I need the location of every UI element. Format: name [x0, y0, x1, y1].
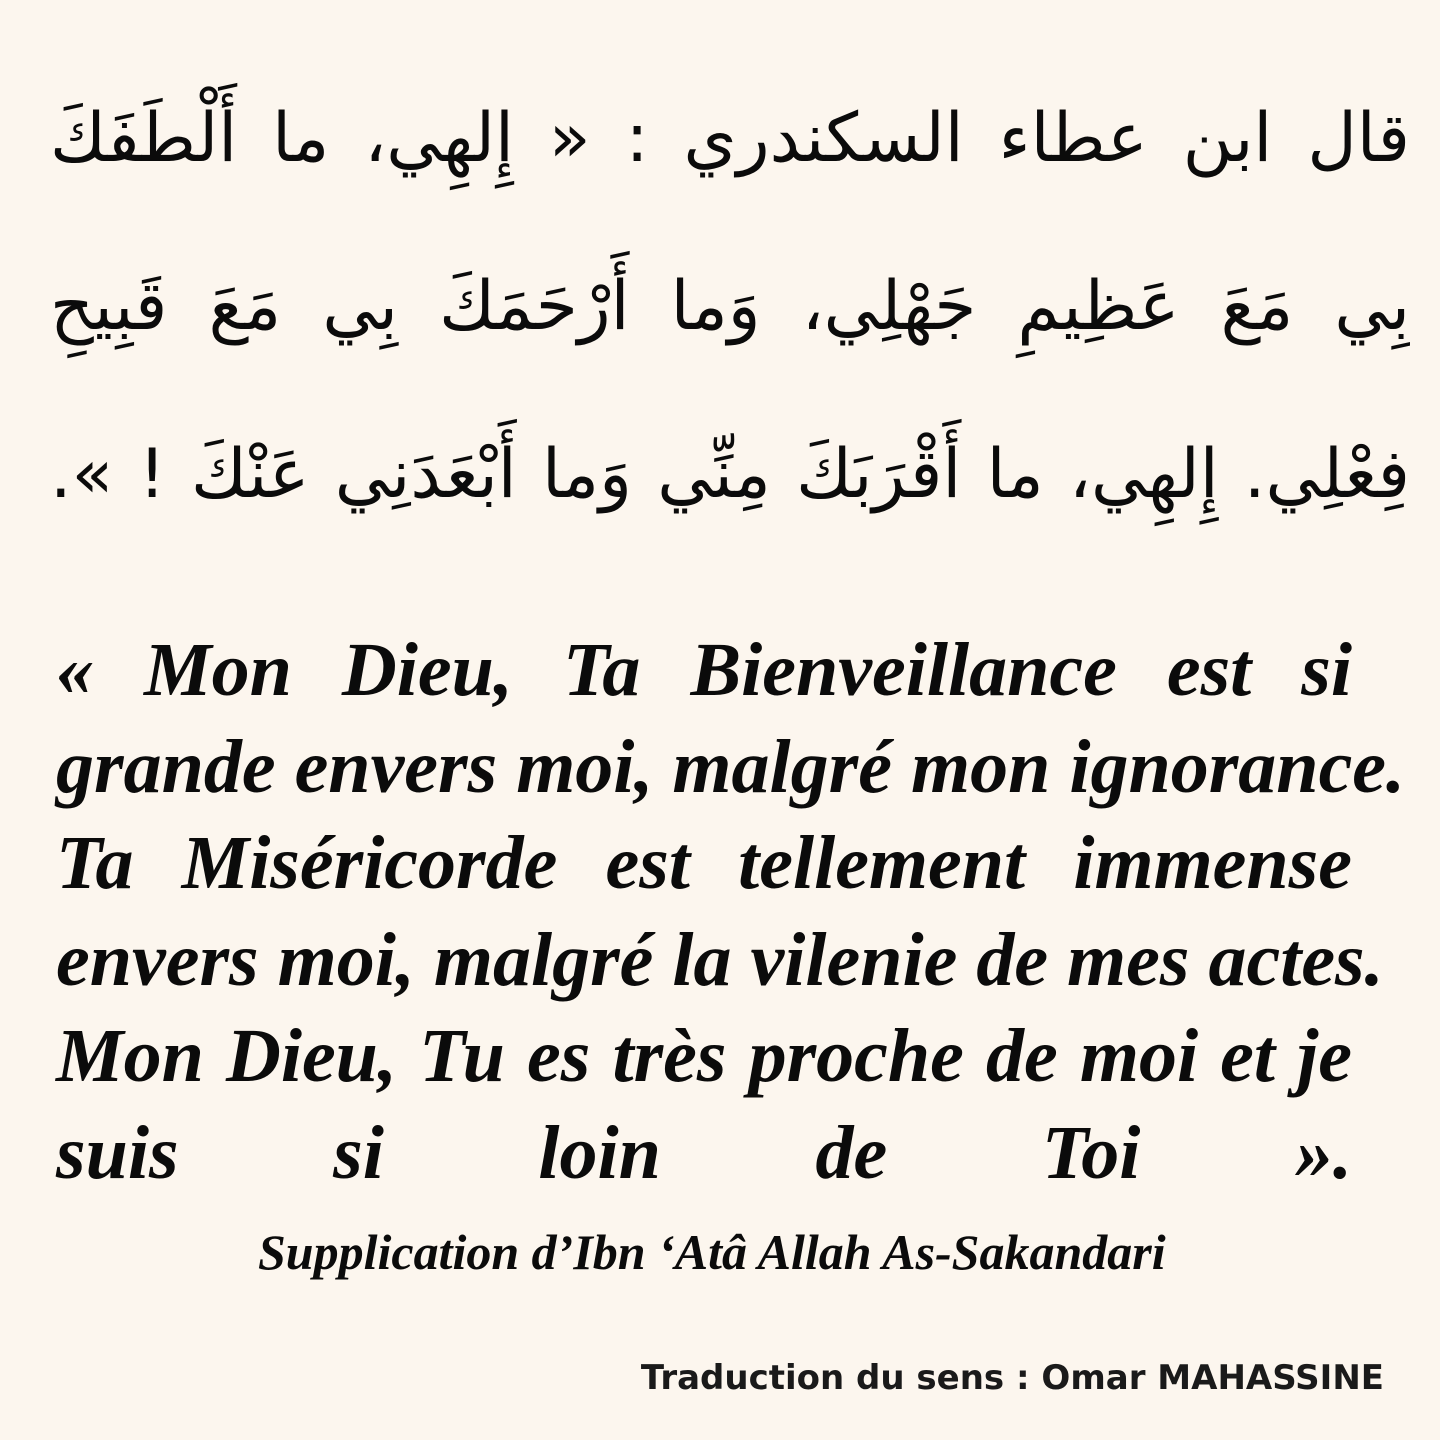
french-translation-line: suis si loin de Toi ».: [56, 1110, 1352, 1195]
translation-credit: Traduction du sens : Omar MAHASSINE: [640, 1358, 1384, 1398]
french-translation-line: Ta Miséricorde est tellement immense: [56, 821, 1352, 905]
attribution: Supplication d’Ibn ‘Atâ Allah As-Sakandari: [258, 1224, 1166, 1280]
arabic-quote-line: بِي مَعَ عَظِيمِ جَهْلِي، وَما أَرْحَمَكَ بِي مَعَ قَبِيحِ: [50, 267, 1410, 346]
french-translation-line: Mon Dieu, Tu es très proche de moi et je: [56, 1014, 1352, 1098]
french-translation-line: « Mon Dieu, Ta Bienveillance est si: [56, 628, 1352, 712]
arabic-quote-line: فِعْلِي. إِلهِي، ما أَقْرَبَكَ مِنِّي وَما أَبْعَدَنِي عَنْكَ ! ».: [50, 435, 1410, 514]
french-translation-line: grande envers moi, malgré mon ignorance.: [56, 724, 1406, 809]
arabic-quote: [50, 55, 1410, 559]
french-translation-line: envers moi, malgré la vilenie de mes actes.: [56, 917, 1384, 1002]
french-translation: [56, 622, 1406, 1201]
arabic-quote-line: قال ابن عطاء السكندري : « إِلهِي، ما أَلْطَفَكَ: [50, 99, 1410, 178]
